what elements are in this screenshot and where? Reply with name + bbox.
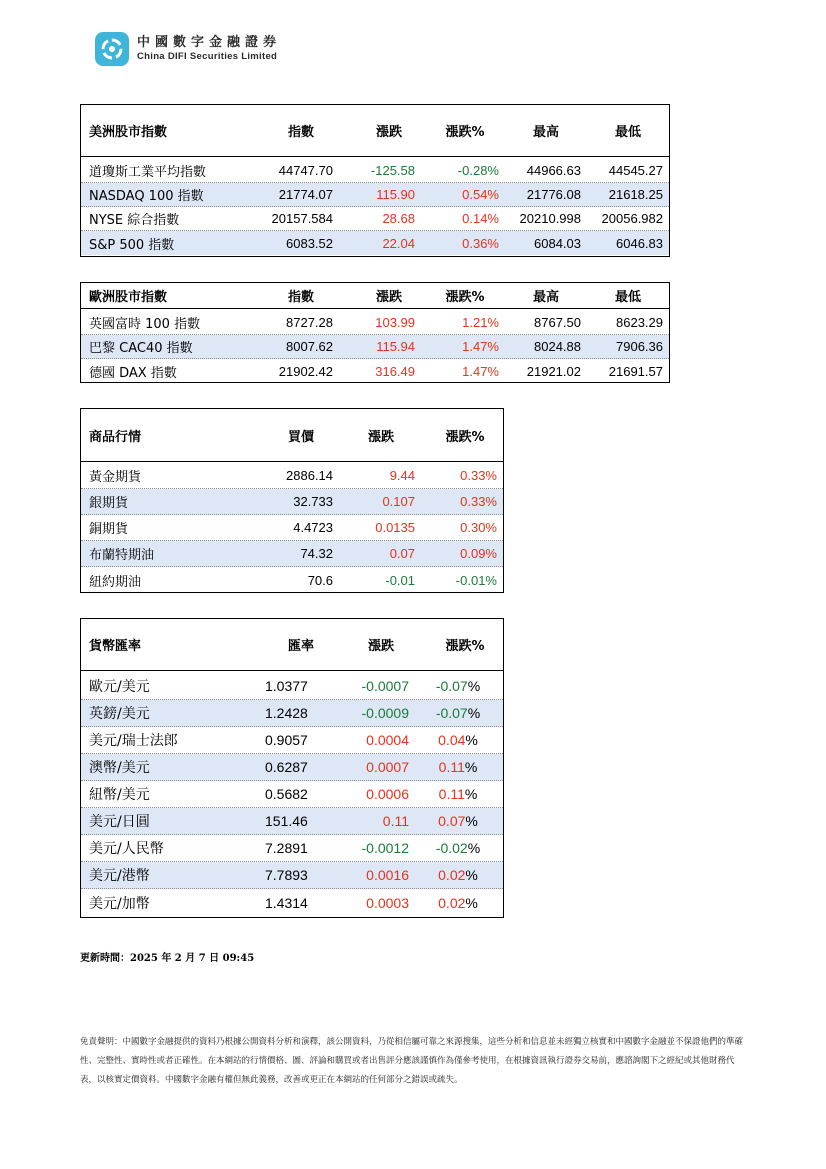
column-header: 指數 [287,290,314,305]
table-row [81,754,503,781]
cell-pct-value: 0.11 [438,759,465,775]
cell-pct [417,754,499,780]
cell-chg: 22.04 [382,235,415,251]
cell-price: 4.4723 [293,520,333,535]
cell-pct-sign: % [465,813,478,829]
table-header-row [81,409,503,462]
cell-pct [417,781,499,807]
row-name: NASDAQ 100 指數 [89,189,204,204]
cell-pct-sign: % [467,705,481,721]
company-logo [95,30,281,68]
cell-pct [417,727,499,753]
column-header: 買價 [287,429,314,445]
cell-chg: 316.49 [375,363,415,379]
table-row [81,700,503,727]
row-name: 英鎊/美元 [89,706,150,722]
table-row [81,515,503,541]
row-name: 美元/人民幣 [89,841,164,857]
table-row [81,359,669,383]
cell-price: 32.733 [293,494,333,509]
row-name: 德國 DAX 指數 [89,365,177,381]
column-header: 漲跌 [375,290,402,305]
cell-rate: 151.46 [265,813,308,829]
column-header: 歐洲股市指數 [89,290,168,305]
row-name: S&P 500 指數 [89,237,175,253]
cell-chg: -0.0007 [361,678,409,694]
cell-pct: 1.47% [462,363,499,379]
column-header: 商品行情 [89,429,142,445]
row-name: 道瓊斯工業平均指數 [89,165,207,180]
table-row [81,183,669,207]
us-indices-table [80,104,670,257]
cell-index: 20157.584 [271,211,333,226]
cell-rate: 0.6287 [265,759,308,775]
update-time: 更新時間：2025 年 2 月 7 日 09:45 [80,953,255,964]
cell-pct-sign: % [467,678,481,694]
row-name: 銅期貨 [89,522,129,537]
cell-pct: 0.33% [460,468,497,483]
table-row [81,889,503,916]
cell-pct: 0.09% [460,546,497,561]
logo-chinese-name: 中國數字金融證券 [137,35,282,50]
cell-pct: 0.33% [460,494,497,509]
cell-high: 8024.88 [534,339,581,354]
cell-pct: 0.30% [460,520,497,535]
cell-rate: 7.7893 [265,867,308,883]
cell-chg: 28.68 [382,211,415,226]
cell-rate: 1.2428 [265,705,308,721]
row-name: 美元/加幣 [89,895,150,912]
cell-pct-sign: % [464,786,478,802]
disclaimer: 免責聲明：中國數字金融提供的資料乃根據公開資料分析和演釋，該公開資料，乃從相信屬可靠之來源搜集，這些分析和信息並未經獨立核實和中國數字金融並不保證他們的準確性、完整性、實時性或者正確性。在本網站的行情價格、圖、評論和購買或者出售評分應該謹慎作為僅參考使用，在根據資訊執行證券交易前，應諮詢閣下之經紀或其他財務代表，以核實定價資料。中國數字金融有權但無此義務，改善或更正在本網站的任何部分之錯誤或疏失。 [80,1037,744,1085]
cell-chg: -0.0009 [361,705,409,721]
table-row [81,673,503,700]
table-row [81,311,669,335]
logo-swirl-icon [95,32,129,66]
cell-price: 74.32 [300,546,333,561]
cell-pct [417,808,499,834]
cell-index: 6083.52 [286,235,333,251]
column-header: 漲跌% [445,639,485,654]
cell-rate: 0.9057 [265,732,308,748]
cell-pct-value: -0.07 [435,678,468,694]
cell-chg: 115.94 [376,339,415,354]
row-name: 布蘭特期油 [89,548,155,563]
cell-pct-sign: % [465,732,478,748]
row-name: 澳幣/美元 [89,760,150,776]
column-header: 漲跌 [367,639,394,654]
table-row [81,231,669,255]
cell-index: 8007.62 [286,339,333,354]
table-row [81,781,503,808]
cell-chg: 0.07 [389,546,415,561]
row-name: 紐幣/美元 [89,787,150,803]
cell-chg: 9.44 [389,468,415,483]
cell-low: 20056.982 [601,211,663,226]
cell-rate: 1.0377 [265,678,308,694]
table-row [81,541,503,567]
cell-high: 21776.08 [526,187,581,202]
row-name: 黃金期貨 [89,470,142,485]
table-row [81,463,503,489]
cell-pct-value: 0.07 [438,813,466,829]
column-header: 漲跌 [375,125,402,140]
cell-index: 21902.42 [278,363,333,379]
cell-chg: 0.0016 [366,867,409,883]
row-name: 歐元/美元 [89,679,150,695]
row-name: 美元/日圓 [89,814,150,830]
cell-low: 7906.36 [616,339,663,354]
cell-pct-sign: % [467,840,481,856]
cell-chg: -0.0012 [361,840,409,856]
cell-index: 21774.07 [278,187,333,202]
table-row [81,489,503,515]
table-row [81,159,669,183]
cell-high: 20210.998 [519,211,581,226]
column-header: 漲跌% [445,290,485,305]
row-name: 巴黎 CAC40 指數 [89,341,193,356]
logo-english-name: China DIFI Securities Limited [137,51,278,62]
cell-high: 6084.03 [534,235,581,251]
cell-rate: 1.4314 [265,894,308,911]
column-header: 漲跌% [445,429,485,445]
cell-rate: 7.2891 [265,840,308,856]
table-row [81,862,503,889]
cell-pct-value: 0.04 [438,732,466,748]
table-row [81,335,669,359]
cell-chg: -0.01 [385,572,415,588]
fx-rates-table [80,618,504,918]
table-header-row [81,283,669,309]
cell-high: 44966.63 [526,163,581,178]
row-name: 美元/瑞士法郎 [89,733,178,749]
cell-chg: 0.107 [382,494,415,509]
cell-chg: 115.90 [376,187,415,202]
row-name: NYSE 綜合指數 [89,213,180,228]
table-row [81,808,503,835]
cell-low: 21691.57 [608,363,663,379]
column-header: 最高 [532,125,559,140]
table-header-row [81,619,503,671]
cell-price: 2886.14 [286,468,333,483]
column-header: 漲跌 [367,429,394,445]
cell-chg: 0.0004 [366,732,409,748]
cell-chg: 103.99 [375,315,415,330]
cell-pct [417,673,499,699]
cell-pct: 0.36% [462,235,499,251]
cell-pct-value: 0.02 [438,867,466,883]
cell-chg: 0.0007 [366,759,409,775]
cell-price: 70.6 [307,572,333,588]
column-header: 漲跌% [445,125,485,140]
cell-low: 6046.83 [616,235,663,251]
cell-low: 21618.25 [608,187,663,202]
table-row [81,835,503,862]
column-header: 最低 [614,125,641,140]
cell-low: 44545.27 [608,163,663,178]
cell-pct-value: -0.07 [435,705,468,721]
column-header: 匯率 [287,639,314,654]
cell-pct-value: 0.11 [438,786,465,802]
cell-chg: 0.0006 [366,786,409,802]
cell-pct: 0.54% [462,187,499,202]
cell-pct-value: 0.02 [438,894,466,911]
column-header: 美洲股市指數 [89,125,168,140]
row-name: 紐約期油 [89,574,142,590]
cell-pct [417,889,499,916]
cell-pct: 0.14% [462,211,499,226]
cell-pct-sign: % [465,894,478,911]
cell-pct-sign: % [465,867,478,883]
table-row [81,727,503,754]
cell-pct [417,862,499,888]
commodities-table [80,408,504,593]
cell-low: 8623.29 [616,315,663,330]
eu-indices-table [80,282,670,383]
cell-pct: 1.47% [462,339,499,354]
row-name: 美元/港幣 [89,868,150,884]
cell-pct-sign: % [464,759,478,775]
cell-index: 44747.70 [278,163,333,178]
cell-pct: 1.21% [462,315,499,330]
cell-chg: 0.11 [382,813,409,829]
cell-pct [417,835,499,861]
table-header-row [81,105,669,157]
cell-pct: -0.01% [455,572,497,588]
cell-chg: -125.58 [370,163,415,178]
table-row [81,207,669,231]
cell-rate: 0.5682 [265,786,308,802]
cell-chg: 0.0135 [375,520,415,535]
column-header: 貨幣匯率 [89,639,142,654]
cell-pct [417,700,499,726]
cell-high: 21921.02 [526,363,581,379]
column-header: 指數 [287,125,314,140]
cell-pct: -0.28% [457,163,499,178]
column-header: 最低 [614,290,641,305]
cell-high: 8767.50 [534,315,581,330]
cell-index: 8727.28 [286,315,333,330]
table-row [81,567,503,593]
cell-pct-value: -0.02 [435,840,468,856]
row-name: 英國富時 100 指數 [89,317,201,332]
row-name: 銀期貨 [89,496,129,511]
cell-chg: 0.0003 [366,894,409,911]
column-header: 最高 [532,290,559,305]
